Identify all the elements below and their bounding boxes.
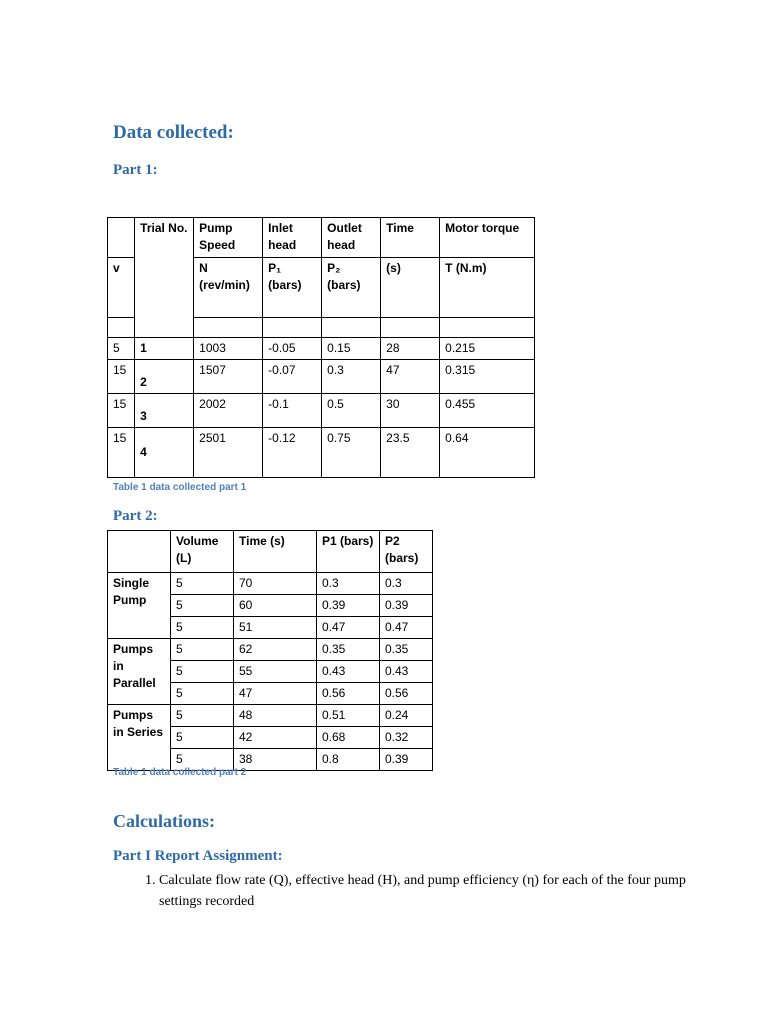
t2-header-volume: Volume (L) [171,531,234,573]
t1-empty [263,318,322,338]
t2-cell: 0.43 [380,661,433,683]
t1-cell: 47 [381,360,440,394]
t2-cell: 48 [234,705,317,727]
t1-header-blank [108,218,135,258]
table-row [108,360,535,394]
table-part2 [107,530,433,771]
t1-empty [440,318,535,338]
t1-trial-cell: 2 [135,360,194,394]
t1-header-time: Time [381,218,440,258]
t2-cell: 55 [234,661,317,683]
t1-empty [322,318,381,338]
t2-header-time: Time (s) [234,531,317,573]
t1-cell: 0.3 [322,360,381,394]
t2-cell: 0.24 [380,705,433,727]
table-row [108,394,535,428]
t1-empty [194,318,263,338]
heading-part2: Part 2: [113,508,158,524]
t1-cell: 0.455 [440,394,535,428]
t1-cell: 1507 [194,360,263,394]
t1-trial-cell: 1 [135,338,194,360]
t2-cell: 51 [234,617,317,639]
heading-part1: Part 1: [113,162,158,178]
heading-part1-report: Part I Report Assignment: [113,848,283,864]
t1-unit-torque: T (N.m) [440,258,535,318]
t2-cell: 0.3 [317,573,380,595]
t1-cell: 15 [108,394,135,428]
t2-cell: 0.51 [317,705,380,727]
t2-cell: 42 [234,727,317,749]
table-row [108,705,433,727]
t1-cell: 0.315 [440,360,535,394]
t1-cell: 0.15 [322,338,381,360]
table2-caption: Table 1 data collected part 2 [113,767,247,778]
t2-cell: 0.35 [380,639,433,661]
table-row [108,573,433,595]
t2-cell: 0.32 [380,727,433,749]
t2-cell: 0.35 [317,639,380,661]
t2-cell: 5 [171,727,234,749]
table-part1 [107,217,535,478]
t2-cell: 0.68 [317,727,380,749]
t2-cell: 5 [171,639,234,661]
t1-cell: 2002 [194,394,263,428]
t2-cell: 0.56 [317,683,380,705]
t2-cell: 5 [171,661,234,683]
t2-cell: 0.47 [317,617,380,639]
t2-cell: 0.56 [380,683,433,705]
t2-header-p2: P2 (bars) [380,531,433,573]
t1-unit-time: (s) [381,258,440,318]
t1-unit-p2: P₂ (bars) [322,258,381,318]
t2-cell: 5 [171,749,234,771]
t1-header-inlet: Inlet head [263,218,322,258]
t1-cell: -0.05 [263,338,322,360]
t2-cell: 0.39 [380,749,433,771]
t1-unit-p1: P₁ (bars) [263,258,322,318]
t1-header-outlet: Outlet head [322,218,381,258]
t2-cell: 5 [171,573,234,595]
t2-cell: 70 [234,573,317,595]
t2-cell: 0.39 [317,595,380,617]
heading-data-collected: Data collected: [113,122,234,143]
t1-cell: 2501 [194,428,263,478]
assignment-list [113,870,719,912]
t2-cell: 5 [171,595,234,617]
t1-cell: 1003 [194,338,263,360]
t2-header-blank [108,531,171,573]
t1-cell: 0.75 [322,428,381,478]
t2-cell: 5 [171,705,234,727]
t1-unit-n: N (rev/min) [194,258,263,318]
t2-group-series: Pumps in Series [108,705,171,771]
t1-cell: 5 [108,338,135,360]
t1-header-torque: Motor torque [440,218,535,258]
t1-cell: 0.64 [440,428,535,478]
t2-cell: 0.47 [380,617,433,639]
t1-empty [108,318,135,338]
t2-cell: 38 [234,749,317,771]
t1-unit-v: v [108,258,135,318]
t2-group-parallel: Pumps in Parallel [108,639,171,705]
t1-cell: -0.1 [263,394,322,428]
table1-caption: Table 1 data collected part 1 [113,482,247,493]
t2-cell: 62 [234,639,317,661]
t2-header-p1: P1 (bars) [317,531,380,573]
t1-trial-cell: 3 [135,394,194,428]
t1-trial-cell: 4 [135,428,194,478]
t1-cell: 23.5 [381,428,440,478]
t1-cell: -0.12 [263,428,322,478]
table-row [108,338,535,360]
table-row [108,639,433,661]
t1-cell: -0.07 [263,360,322,394]
t2-cell: 5 [171,683,234,705]
t1-header-trial: Trial No. [135,218,194,338]
t1-cell: 15 [108,428,135,478]
table-row [108,428,535,478]
t2-cell: 47 [234,683,317,705]
t1-empty [381,318,440,338]
t1-header-pump-speed: Pump Speed [194,218,263,258]
t2-cell: 0.39 [380,595,433,617]
t1-cell: 28 [381,338,440,360]
list-item: 1. Calculate flow rate (Q), effective head (H), and pump efficiency (η) for each of the four pump settings recorded [159,870,719,912]
t1-cell: 15 [108,360,135,394]
t2-group-single: Single Pump [108,573,171,639]
t2-cell: 5 [171,617,234,639]
t2-cell: 60 [234,595,317,617]
t1-cell: 0.215 [440,338,535,360]
t1-cell: 0.5 [322,394,381,428]
t2-cell: 0.3 [380,573,433,595]
heading-calculations: Calculations: [113,811,216,831]
t2-cell: 0.8 [317,749,380,771]
t2-cell: 0.43 [317,661,380,683]
t1-cell: 30 [381,394,440,428]
